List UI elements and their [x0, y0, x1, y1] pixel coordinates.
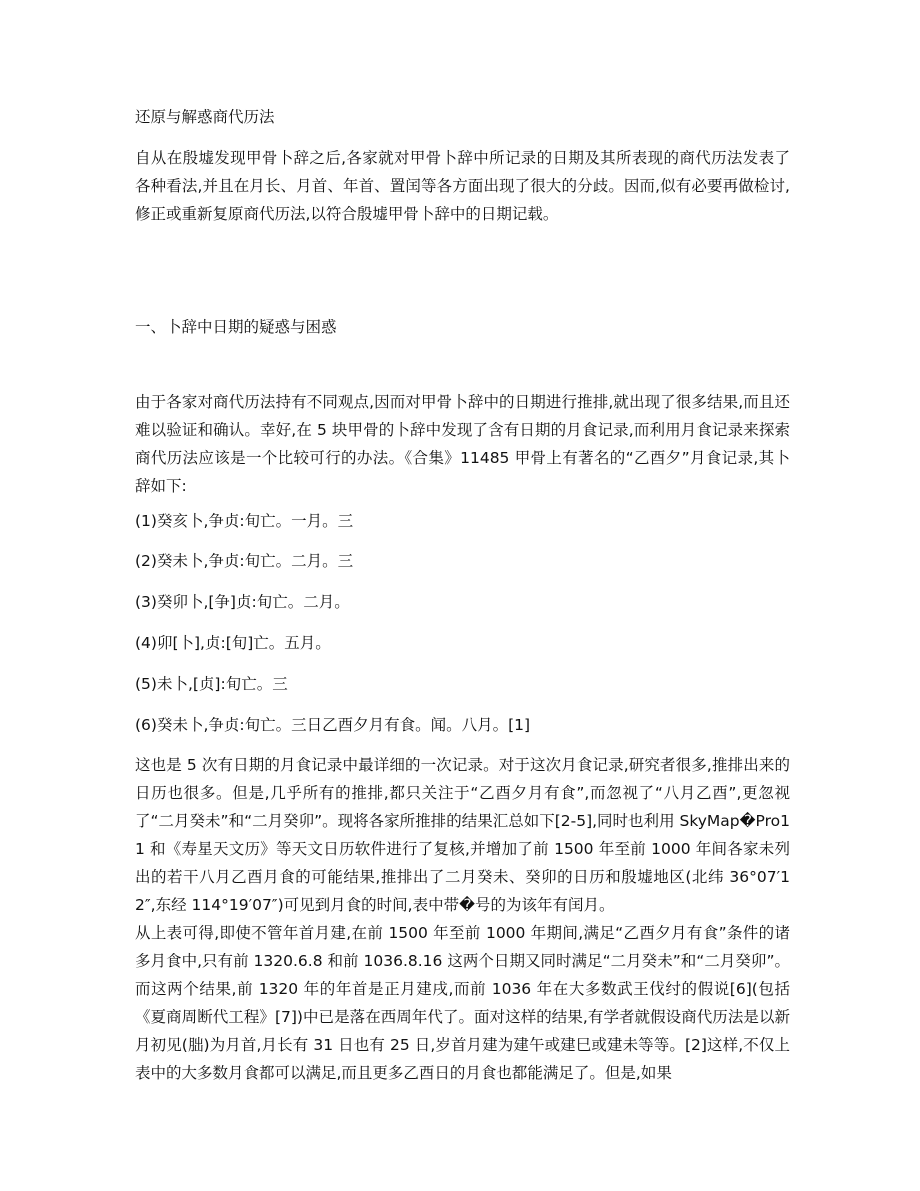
body-paragraph-2: 这也是 5 次有日期的月食记录中最详细的一次记录。对于这次月食记录,研究者很多,推排出来的日历也很多。但是,几乎所有的推排,都只关注于“乙酉夕月有食”,而忽视了“八月乙酉”,更忽视了“二月癸未”和“二月癸卯”。现将各家所推排的结果汇总如下[2-5],同时也利用 SkyMap�Pro11 和《寿星天文历》等天文日历软件进行了复核,并增加了前 1500 年至前 1000 年间各家未列出的若干八月乙酉月食的可能结果,推排出了二月癸未、癸卯的日历和殷墟地区(北纬 36°07′12″,东经 114°19′07″)可见到月食的时间,表中带�号的为该年有闰月。: [135, 756, 790, 914]
divination-item-6: (6)癸未卜,争贞:旬亡。三日乙酉夕月有食。闻。八月。[1]: [135, 716, 531, 734]
divination-item-1: (1)癸亥卜,争贞:旬亡。一月。三: [135, 512, 354, 530]
intro-paragraph: 自从在殷墟发现甲骨卜辞之后,各家就对甲骨卜辞中所记录的日期及其所表现的商代历法发表了各种看法,并且在月长、月首、年首、置闰等各方面出现了很大的分歧。因而,似有必要再做检讨,修正或重新复原商代历法,以符合殷墟甲骨卜辞中的日期记载。: [135, 149, 790, 223]
divination-item-5: (5)未卜,[贞]:旬亡。三: [135, 675, 288, 693]
document-title: 还原与解惑商代历法: [135, 108, 275, 126]
divination-item-3: (3)癸卯卜,[争]贞:旬亡。二月。: [135, 593, 350, 611]
divination-item-2: (2)癸未卜,争贞:旬亡。二月。三: [135, 552, 354, 570]
body-paragraph-1: 由于各家对商代历法持有不同观点,因而对甲骨卜辞中的日期进行推排,就出现了很多结果,而且还难以验证和确认。幸好,在 5 块甲骨的卜辞中发现了含有日期的月食记录,而利用月食记录来探索商代历法应该是一个比较可行的办法。《合集》11485 甲骨上有著名的“乙酉夕”月食记录,其卜辞如下:: [135, 393, 790, 495]
section-heading: 一、卜辞中日期的疑惑与困惑: [135, 318, 337, 336]
body-paragraph-3: 从上表可得,即使不管年首月建,在前 1500 年至前 1000 年期间,满足“乙酉夕月有食”条件的诸多月食中,只有前 1320.6.8 和前 1036.8.16 这两个日期又同时满足“二月癸未”和“二月癸卯”。而这两个结果,前 1320 年的年首是正月建戌,而前 1036 年在大多数武王伐纣的假说[6](包括《夏商周断代工程》[7])中已是落在西周年代了。面对这样的结果,有学者就假设商代历法是以新月初见(朏)为月首,月长有 31 日也有 25 日,岁首月建为建午或建巳或建未等等。[2]这样,不仅上表中的大多数月食都可以满足,而且更多乙酉日的月食也都能满足了。但是,如果: [135, 924, 790, 1082]
divination-item-4: (4)卯[卜],贞:[旬]亡。五月。: [135, 634, 331, 652]
